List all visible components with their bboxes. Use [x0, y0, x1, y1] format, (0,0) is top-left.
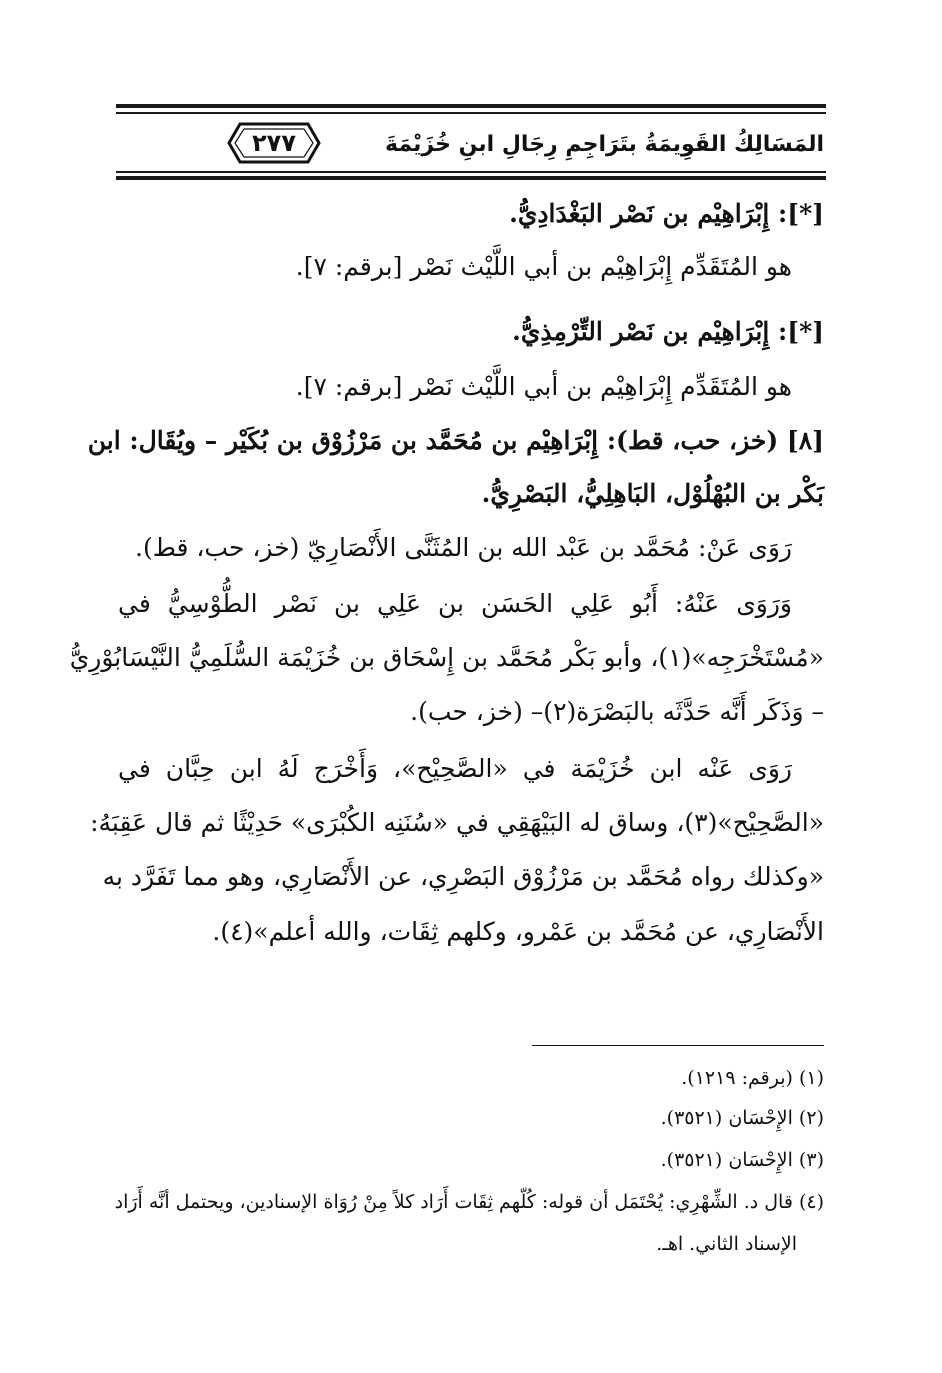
- paragraph-line2: «الصَّحِيْح»(٣)، وساق له البَيْهَقِي في «سُنَنِه الكُبْرَى» حَدِيْثًا ثم قال عَقِبَهُ:: [90, 808, 824, 837]
- running-title: المَسَالِكُ القَوِيمَةُ بتَرَاجِمِ رِجَالِ ابنِ خُزَيْمَةَ: [385, 132, 824, 157]
- page-number: ٢٧٧: [252, 129, 296, 157]
- header-bottom-rule-thin: [116, 171, 826, 173]
- narrated-by-line1: وَرَوَى عَنْهُ: أَبُو عَلِي الحَسَن بن عَلِي بن نَصْر الطُّوْسِيُّ في: [118, 589, 792, 618]
- entry-title-tirmidhi: [*]: إِبْرَاهِيْم بن نَصْر التِّرْمِذِيُّ.: [512, 317, 824, 346]
- footnote-4-line1: (٤) قال د. الشِّهْرِي: يُحْتَمَل أن قوله: كُلّهم ثِقَات أَرَاد كلاً مِنْ رُوَاة الإسنادين، ويحتمل أنَّه أَرَاد: [114, 1191, 824, 1213]
- paragraph-line1: رَوَى عَنْه ابن خُزَيْمَة في «الصَّحِيْح»، وَأَخْرَج لَهُ ابن حِبَّان في: [118, 754, 792, 783]
- narrated-by-line2: «مُسْتَخْرَجِه»(١)، وأبو بَكْر مُحَمَّد بن إِسْحَاق بن خُزَيْمَة السُّلَمِيُّ النَّيْسَابُوْرِيُّ: [69, 643, 824, 672]
- paragraph-line4: الأَنْصَارِي، عن مُحَمَّد بن عَمْرو، وكلهم ثِقَات، والله أعلم»(٤).: [212, 917, 824, 946]
- narrated-by-line3: – وَذَكَر أَنَّه حَدَّثَه بالبَصْرَة(٢)– (خز، حب).: [410, 697, 824, 726]
- entry-reference-tirmidhi: هو المُتَقَدِّم إِبْرَاهِيْم بن أبي اللَّيْث نَصْر [برقم: ٧].: [295, 372, 792, 401]
- entry-8-heading-line1: [٨] (خز، حب، قط): إِبْرَاهِيْم بن مُحَمَّد بن مَرْزُوْق بن بُكَيْر – ويُقَال: ابن: [87, 426, 824, 455]
- paragraph-line3: «وكذلك رواه مُحَمَّد بن مَرْزُوْق البَصْرِي، عن الأَنْصَارِي، وهو مما تَفَرَّد به: [102, 862, 824, 891]
- footnote-3: (٣) الإِحْسَان (٣٥٢١).: [660, 1149, 824, 1171]
- header-top-rule-thick: [116, 104, 826, 108]
- entry-reference-baghdadi: هو المُتَقَدِّم إِبْرَاهِيْم بن أبي اللَّيْث نَصْر [برقم: ٧].: [295, 252, 792, 281]
- entry-title-baghdadi: [*]: إِبْرَاهِيْم بن نَصْر البَغْدَادِيُّ.: [509, 199, 824, 228]
- footnote-4-line2: الإسناد الثاني. اهـ.: [656, 1233, 797, 1255]
- header-top-rule-thin: [116, 112, 826, 114]
- entry-8-heading-line2: بَكْر بن البُهْلُوْل، البَاهِلِيُّ، البَصْرِيُّ.: [481, 479, 824, 508]
- footnote-separator: [532, 1045, 824, 1046]
- narrated-from: رَوَى عَنْ: مُحَمَّد بن عَبْد الله بن المُثَنَّى الأَنْصَارِيّ (خز، حب، قط).: [135, 533, 792, 562]
- footnote-2: (٢) الإِحْسَان (٣٥٢١).: [660, 1107, 824, 1129]
- page-number-frame: [226, 121, 322, 165]
- footnote-1: (١) (برقم: ١٢١٩).: [681, 1067, 824, 1089]
- header-bottom-rule-thick: [116, 176, 826, 180]
